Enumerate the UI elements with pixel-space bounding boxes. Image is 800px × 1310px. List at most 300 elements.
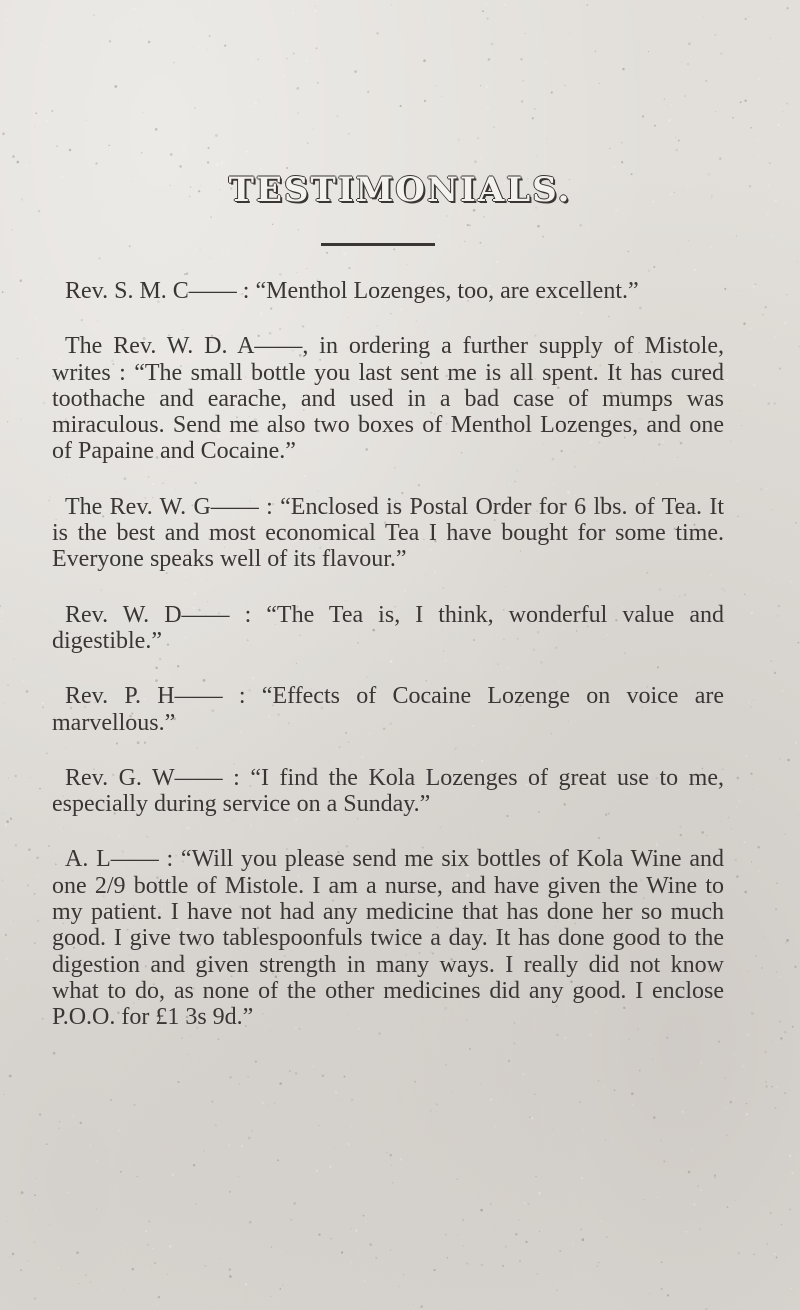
speckle-dot	[757, 733, 758, 734]
speckle-dot	[21, 1191, 24, 1194]
speckle-dot	[293, 53, 295, 55]
speckle-dot	[765, 1201, 766, 1202]
speckle-dot	[7, 685, 8, 686]
speckle-dot	[598, 1262, 599, 1263]
speckle-dot	[682, 1111, 684, 1113]
speckle-dot	[375, 1257, 377, 1259]
speckle-dot	[617, 1076, 619, 1078]
speckle-dot	[108, 1068, 109, 1069]
speckle-dot	[771, 1040, 772, 1041]
speckle-dot	[770, 38, 771, 39]
speckle-dot	[75, 68, 77, 70]
speckle-dot	[435, 1307, 436, 1308]
speckle-dot	[749, 1022, 750, 1023]
speckle-dot	[110, 1099, 112, 1101]
speckle-dot	[487, 106, 489, 108]
speckle-dot	[740, 843, 741, 844]
speckle-dot	[781, 61, 783, 63]
speckle-dot	[795, 522, 797, 524]
speckle-dot	[103, 1288, 105, 1290]
speckle-dot	[251, 58, 253, 60]
speckle-dot	[15, 844, 18, 847]
speckle-dot	[777, 124, 779, 126]
speckle-dot	[398, 1286, 399, 1287]
speckle-dot	[536, 1273, 538, 1275]
speckle-dot	[767, 580, 769, 582]
speckle-dot	[648, 51, 649, 52]
speckle-dot	[746, 1113, 748, 1115]
speckle-dot	[657, 1197, 659, 1199]
speckle-dot	[778, 605, 781, 608]
speckle-dot	[322, 1074, 325, 1077]
speckle-dot	[8, 777, 9, 778]
testimonial-entry: Rev. W. D—— : “The Tea is, I think, wonderful value and digestible.”	[52, 601, 724, 654]
speckle-dot	[490, 1098, 492, 1100]
speckle-dot	[391, 260, 393, 262]
speckle-dot	[502, 1265, 504, 1267]
speckle-dot	[486, 86, 489, 89]
speckle-dot	[743, 323, 745, 325]
speckle-dot	[223, 1116, 225, 1118]
speckle-dot	[351, 1098, 354, 1101]
speckle-dot	[566, 157, 567, 158]
speckle-dot	[729, 458, 730, 459]
speckle-dot	[588, 225, 589, 226]
speckle-dot	[38, 210, 40, 212]
speckle-dot	[116, 21, 118, 23]
speckle-dot	[223, 89, 224, 90]
speckle-dot	[59, 1121, 60, 1122]
speckle-dot	[744, 842, 746, 844]
speckle-dot	[758, 870, 760, 872]
speckle-dot	[758, 155, 760, 157]
speckle-dot	[790, 581, 792, 583]
speckle-dot	[132, 1268, 134, 1270]
speckle-dot	[249, 1221, 252, 1224]
speckle-dot	[139, 30, 140, 31]
speckle-dot	[11, 381, 12, 382]
testimonial-entry: Rev. S. M. C—— : “Menthol Lozenges, too, are excellent.”	[65, 278, 639, 304]
speckle-dot	[293, 1182, 295, 1184]
speckle-dot	[49, 1224, 50, 1225]
speckle-dot	[37, 1023, 38, 1024]
speckle-dot	[757, 138, 759, 140]
speckle-dot	[586, 4, 588, 6]
speckle-dot	[145, 1230, 147, 1232]
speckle-dot	[615, 31, 617, 33]
speckle-dot	[410, 1122, 411, 1123]
speckle-dot	[744, 891, 747, 894]
speckle-dot	[758, 79, 760, 81]
speckle-dot	[765, 1081, 766, 1082]
speckle-dot	[570, 33, 571, 34]
speckle-dot	[13, 921, 14, 922]
speckle-dot	[688, 240, 689, 241]
speckle-dot	[504, 1245, 506, 1247]
speckle-dot	[581, 1129, 583, 1131]
speckle-dot	[2, 850, 3, 851]
speckle-dot	[341, 1251, 343, 1253]
speckle-dot	[167, 1274, 168, 1275]
speckle-dot	[757, 846, 759, 848]
speckle-dot	[185, 108, 186, 109]
speckle-dot	[734, 1098, 735, 1099]
speckle-dot	[524, 33, 525, 34]
speckle-dot	[169, 1245, 172, 1248]
speckle-dot	[795, 742, 797, 744]
speckle-dot	[485, 3, 488, 6]
speckle-dot	[343, 252, 346, 255]
speckle-dot	[292, 13, 294, 15]
speckle-dot	[508, 1060, 510, 1062]
speckle-dot	[363, 1215, 365, 1217]
speckle-dot	[277, 1159, 279, 1161]
speckle-dot	[430, 1203, 431, 1204]
speckle-dot	[621, 142, 623, 144]
speckle-dot	[420, 1305, 423, 1308]
speckle-dot	[384, 1094, 385, 1095]
speckle-dot	[460, 246, 461, 247]
speckle-dot	[7, 1221, 8, 1222]
speckle-dot	[702, 1258, 704, 1260]
speckle-dot	[442, 110, 444, 112]
speckle-dot	[355, 1229, 358, 1232]
speckle-dot	[639, 1070, 641, 1072]
speckle-dot	[296, 87, 299, 90]
speckle-dot	[34, 893, 36, 895]
speckle-dot	[699, 1228, 701, 1230]
testimonial-entry: Rev. P. H—— : “Effects of Cocaine Lozenge on voice are marvellous.”	[52, 683, 724, 736]
speckle-dot	[750, 1278, 751, 1279]
speckle-dot	[133, 8, 135, 10]
speckle-dot	[469, 225, 471, 227]
speckle-dot	[34, 1241, 36, 1243]
speckle-dot	[229, 1076, 231, 1078]
speckle-dot	[251, 28, 252, 29]
speckle-dot	[11, 229, 13, 231]
speckle-dot	[462, 1219, 464, 1221]
speckle-dot	[700, 111, 701, 112]
speckle-dot	[746, 1103, 747, 1104]
speckle-dot	[241, 1145, 243, 1147]
speckle-dot	[193, 1164, 196, 1167]
speckle-dot	[466, 1262, 468, 1264]
speckle-dot	[656, 238, 657, 239]
speckle-dot	[20, 279, 23, 282]
speckle-dot	[326, 252, 328, 254]
speckle-dot	[5, 19, 7, 21]
speckle-dot	[227, 251, 229, 253]
speckle-dot	[744, 18, 746, 20]
speckle-dot	[391, 101, 392, 102]
speckle-dot	[642, 115, 644, 117]
speckle-dot	[755, 98, 756, 99]
speckle-dot	[141, 152, 143, 154]
speckle-dot	[775, 908, 777, 910]
speckle-dot	[561, 7, 562, 8]
speckle-dot	[7, 421, 8, 422]
speckle-dot	[57, 1267, 59, 1269]
speckle-dot	[154, 1262, 156, 1264]
speckle-dot	[436, 85, 437, 86]
speckle-dot	[182, 55, 183, 56]
speckle-dot	[441, 1211, 442, 1212]
speckle-dot	[306, 268, 307, 269]
speckle-dot	[537, 225, 540, 228]
speckle-dot	[31, 1144, 32, 1145]
speckle-dot	[34, 126, 35, 127]
speckle-dot	[34, 942, 36, 944]
speckle-dot	[118, 1129, 120, 1131]
speckle-dot	[740, 101, 742, 103]
speckle-dot	[480, 85, 481, 86]
speckle-dot	[203, 1150, 204, 1151]
speckle-dot	[546, 138, 547, 139]
speckle-dot	[156, 1304, 158, 1306]
speckle-dot	[774, 336, 776, 338]
speckle-dot	[383, 1134, 384, 1135]
speckle-dot	[58, 1127, 60, 1129]
speckle-dot	[632, 1103, 634, 1105]
speckle-dot	[93, 14, 95, 16]
speckle-dot	[316, 1170, 318, 1172]
speckle-dot	[579, 75, 580, 76]
speckle-dot	[791, 122, 792, 123]
speckle-dot	[765, 488, 768, 491]
speckle-dot	[663, 98, 665, 100]
speckle-dot	[89, 1118, 90, 1119]
speckle-dot	[693, 1204, 695, 1206]
speckle-dot	[90, 1145, 91, 1146]
speckle-dot	[477, 137, 479, 139]
speckle-dot	[247, 245, 248, 246]
speckle-dot	[316, 47, 318, 49]
speckle-dot	[660, 1140, 661, 1141]
speckle-dot	[798, 1000, 799, 1001]
speckle-dot	[252, 106, 254, 108]
speckle-dot	[391, 4, 392, 5]
speckle-dot	[235, 250, 236, 251]
speckle-dot	[751, 861, 752, 862]
speckle-dot	[94, 246, 95, 247]
speckle-dot	[280, 143, 282, 145]
speckle-dot	[657, 105, 659, 107]
speckle-dot	[270, 1134, 271, 1135]
speckle-dot	[424, 18, 425, 19]
speckle-dot	[221, 162, 223, 164]
speckle-dot	[443, 254, 444, 255]
speckle-dot	[520, 58, 523, 61]
speckle-dot	[786, 294, 787, 295]
speckle-dot	[5, 934, 7, 936]
speckle-dot	[736, 875, 739, 878]
speckle-dot	[774, 1253, 776, 1255]
speckle-dot	[313, 129, 314, 130]
speckle-dot	[207, 147, 209, 149]
speckle-dot	[771, 509, 772, 510]
speckle-dot	[780, 1037, 782, 1039]
speckle-dot	[749, 971, 750, 972]
speckle-dot	[764, 1051, 767, 1054]
speckle-dot	[298, 229, 299, 230]
speckle-dot	[351, 1126, 353, 1128]
speckle-dot	[400, 105, 402, 107]
speckle-dot	[784, 322, 786, 324]
speckle-dot	[579, 1101, 581, 1103]
speckle-dot	[775, 1086, 778, 1089]
speckle-dot	[343, 1076, 345, 1078]
speckle-dot	[42, 1018, 44, 1020]
speckle-dot	[72, 1115, 73, 1116]
speckle-dot	[554, 272, 555, 273]
speckle-dot	[663, 1257, 664, 1258]
speckle-dot	[415, 275, 417, 277]
speckle-dot	[248, 1137, 251, 1140]
speckle-dot	[725, 1107, 727, 1109]
speckle-dot	[34, 317, 36, 319]
speckle-dot	[25, 700, 26, 701]
speckle-dot	[763, 438, 764, 439]
speckle-dot	[193, 47, 194, 48]
speckle-dot	[129, 245, 131, 247]
speckle-dot	[703, 1101, 704, 1102]
speckle-dot	[529, 1117, 530, 1118]
speckle-dot	[98, 257, 101, 260]
speckle-dot	[186, 273, 188, 275]
speckle-dot	[687, 63, 690, 66]
speckle-dot	[535, 1176, 536, 1177]
speckle-dot	[661, 1261, 663, 1263]
speckle-dot	[45, 46, 47, 48]
speckle-dot	[714, 1176, 716, 1178]
speckle-dot	[724, 590, 726, 592]
speckle-dot	[177, 1081, 179, 1083]
speckle-dot	[1, 879, 3, 881]
testimonial-list	[52, 278, 724, 1060]
speckle-dot	[586, 2, 587, 3]
speckle-dot	[179, 165, 182, 168]
speckle-dot	[433, 1269, 435, 1271]
speckle-dot	[789, 1155, 792, 1158]
speckle-dot	[184, 273, 186, 275]
speckle-dot	[367, 91, 369, 93]
speckle-dot	[697, 262, 698, 263]
speckle-dot	[688, 42, 691, 45]
speckle-dot	[797, 244, 798, 245]
speckle-dot	[34, 557, 36, 559]
speckle-dot	[663, 1160, 665, 1162]
speckle-dot	[515, 1233, 517, 1235]
speckle-dot	[715, 111, 716, 112]
speckle-dot	[435, 1111, 436, 1112]
speckle-dot	[318, 1125, 319, 1126]
speckle-dot	[295, 216, 296, 217]
speckle-dot	[314, 10, 317, 13]
speckle-dot	[386, 1152, 387, 1153]
speckle-dot	[634, 40, 635, 41]
speckle-dot	[685, 1231, 687, 1233]
speckle-dot	[105, 1151, 106, 1152]
speckle-dot	[742, 1065, 745, 1068]
speckle-dot	[534, 108, 536, 110]
testimonial-entry: A. L—— : “Will you please send me six bottles of Kola Wine and one 2/9 bottle of Mistole. I am a nurse, and have given the Wine to my patient. I have not had any medicine that has done her so much good. I give two tablespoonfuls twice a day. It has done good to the digestion and given strength in many ways. I really did not know what to do, as none of the other medicines did any good. I enclose P.O.O. for £1 3s 9d.”	[52, 846, 724, 1031]
speckle-dot	[277, 99, 279, 101]
speckle-dot	[668, 119, 671, 122]
speckle-dot	[769, 162, 771, 164]
speckle-dot	[538, 1192, 541, 1195]
speckle-dot	[295, 1072, 298, 1075]
speckle-dot	[247, 1076, 248, 1077]
speckle-dot	[445, 1234, 447, 1236]
speckle-dot	[766, 1085, 768, 1087]
speckle-dot	[792, 1026, 794, 1028]
speckle-dot	[120, 1171, 122, 1173]
speckle-dot	[789, 1208, 791, 1210]
speckle-dot	[491, 43, 494, 46]
speckle-dot	[737, 479, 740, 482]
speckle-dot	[363, 1279, 366, 1282]
speckle-dot	[761, 967, 762, 968]
speckle-dot	[286, 167, 288, 169]
speckle-dot	[39, 788, 41, 790]
speckle-dot	[36, 1178, 37, 1179]
speckle-dot	[262, 1102, 264, 1104]
speckle-dot	[532, 117, 534, 119]
speckle-dot	[754, 1254, 755, 1255]
speckle-dot	[441, 96, 442, 97]
speckle-dot	[41, 278, 42, 279]
speckle-dot	[335, 1092, 337, 1094]
speckle-dot	[785, 942, 787, 944]
speckle-dot	[726, 379, 728, 381]
speckle-dot	[268, 1105, 269, 1106]
speckle-dot	[500, 55, 501, 56]
speckle-dot	[749, 16, 750, 17]
speckle-dot	[287, 6, 289, 8]
speckle-dot	[2, 682, 3, 683]
speckle-dot	[42, 702, 44, 704]
testimonial-entry: Rev. G. W—— : “I find the Kola Lozenges of great use to me, especially during service on a Sunday.”	[52, 764, 724, 818]
speckle-dot	[208, 93, 209, 94]
speckle-dot	[458, 212, 460, 214]
speckle-dot	[196, 1204, 197, 1205]
speckle-dot	[730, 441, 731, 442]
speckle-dot	[478, 33, 479, 34]
speckle-dot	[253, 138, 255, 140]
speckle-dot	[65, 1239, 66, 1240]
speckle-dot	[735, 859, 737, 861]
speckle-dot	[338, 22, 339, 23]
speckle-dot	[229, 1275, 232, 1278]
speckle-dot	[96, 1160, 97, 1161]
speckle-dot	[358, 1229, 359, 1230]
speckle-dot	[733, 1053, 735, 1055]
speckle-dot	[790, 1287, 792, 1289]
speckle-dot	[3, 22, 4, 23]
speckle-dot	[691, 1150, 692, 1151]
speckle-dot	[648, 270, 650, 272]
speckle-dot	[760, 1079, 762, 1081]
speckle-dot	[791, 1172, 793, 1174]
speckle-dot	[30, 1293, 31, 1294]
speckle-dot	[693, 1221, 694, 1222]
speckle-dot	[579, 224, 582, 227]
speckle-dot	[776, 882, 778, 884]
speckle-dot	[157, 1118, 158, 1119]
speckle-dot	[776, 1256, 778, 1258]
speckle-dot	[798, 1283, 799, 1284]
speckle-dot	[414, 1081, 416, 1083]
